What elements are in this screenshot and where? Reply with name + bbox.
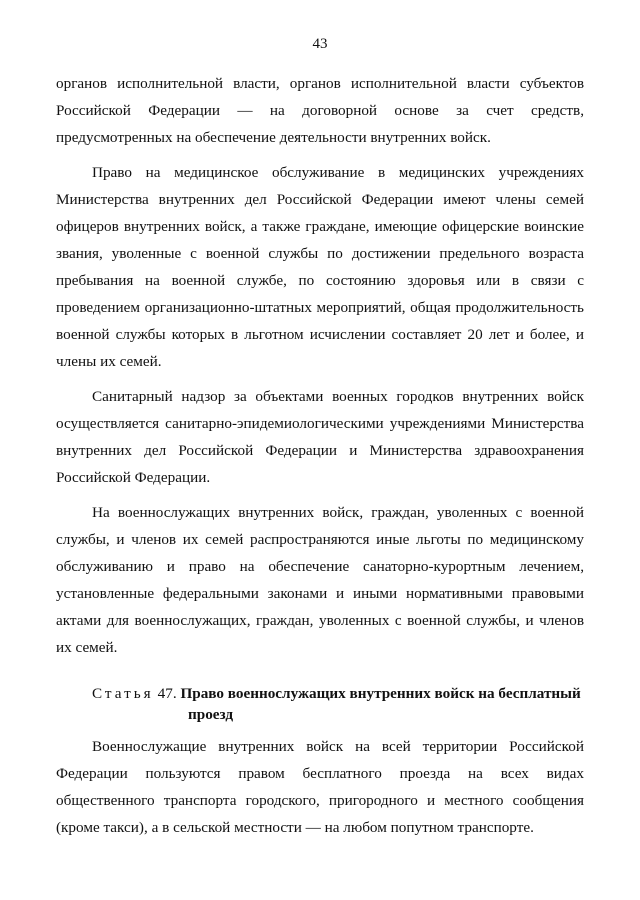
article-heading	[56, 683, 584, 725]
article-number: 47.	[157, 685, 177, 702]
article-title-line1: Право военнослужащих внутренних войск на бесплатный	[180, 685, 581, 702]
article-title-line2: проезд	[188, 706, 234, 723]
paragraph-continuation: органов исполнительной власти, органов исполнительной власти субъектов Российской Федерации — на договорной основе за счет средств, предусмотренных на обеспечение деятельности внутренних войск.	[56, 75, 584, 146]
paragraph-other-benefits: На военнослужащих внутренних войск, граждан, уволенных с военной службы, и членов их семей распространяются иные льготы по медицинскому обслуживанию и право на обеспечение санаторно-курортным лечением, установленные федеральными законами и иными нормативными правовыми актами для военнослужащих, граждан, уволенных с военной службы, и членов их семей.	[56, 504, 584, 656]
paragraph-medical-service: Право на медицинское обслуживание в медицинских учреждениях Министерства внутренних дел Российской Федерации имеют члены семей офицеров внутренних войск, а также граждане, имеющие офицерские воинские звания, уволенные с военной службы по достижении предельного возраста пребывания на военной службе, по состоянию здоровья или в связи с проведением организационно-штатных мероприятий, общая продолжительность военной службы которых в льготном исчислении составляет 20 лет и более, и члены их семей.	[56, 164, 584, 370]
page-number: 43	[312, 36, 328, 52]
document-body	[56, 70, 584, 849]
paragraph-free-travel: Военнослужащие внутренних войск на всей территории Российской Федерации пользуются правом бесплатного проезда на всех видах общественного транспорта городского, пригородного и местного сообщения (кроме такси), а в сельской местности — на любом попутном транспорте.	[56, 738, 584, 836]
article-label: Статья	[92, 685, 154, 702]
paragraph-sanitary-supervision: Санитарный надзор за объектами военных городков внутренних войск осуществляется санитарно-эпидемиологическими учреждениями Министерства внутренних дел Российской Федерации и Министерства здравоохранения Российской Федерации.	[56, 388, 584, 486]
